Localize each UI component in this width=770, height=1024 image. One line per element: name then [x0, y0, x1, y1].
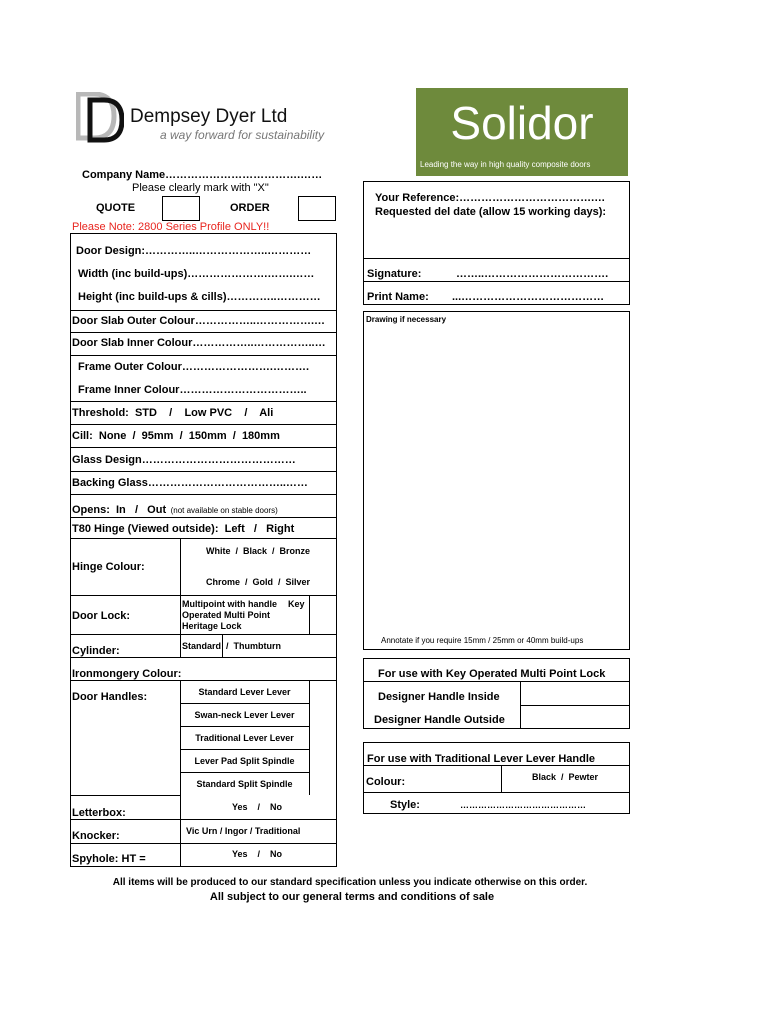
- dd-monogram-icon: [76, 92, 124, 144]
- hinge-colour-option-2[interactable]: Chrome / Gold / Silver: [206, 577, 311, 587]
- designer-handle-inside-input[interactable]: [521, 682, 629, 704]
- footer-terms-note: All subject to our general terms and conditions of sale: [209, 891, 495, 903]
- door-lock-option-1[interactable]: Multipoint with handle: [182, 599, 277, 609]
- drawing-area[interactable]: [363, 311, 630, 650]
- door-lock-option-1b[interactable]: Key: [288, 599, 305, 609]
- cill-field[interactable]: Cill: None / 95mm / 150mm / 180mm: [72, 430, 280, 442]
- solidor-brand-name: Solidor: [450, 97, 594, 149]
- backing-glass-field[interactable]: Backing Glass………………………………..……: [72, 477, 308, 489]
- solidor-brand-tagline: Leading the way in high quality composite doors: [420, 160, 591, 169]
- cylinder-option[interactable]: Standard / Thumbturn: [182, 641, 281, 651]
- style-field[interactable]: ……………………………………: [460, 800, 586, 810]
- door-handles-label: Door Handles:: [72, 691, 148, 703]
- frame-inner-colour-field[interactable]: Frame Inner Colour……………………………..: [78, 384, 307, 396]
- footer-specification-note: All items will be produced to our standard specification unless you indicate otherwise on this order.: [112, 877, 588, 888]
- colour-label: Colour:: [366, 776, 406, 788]
- dempsey-dyer-logo: [76, 92, 346, 148]
- handle-option-lever-pad[interactable]: Lever Pad Split Spindle: [194, 756, 295, 766]
- letterbox-label: Letterbox:: [72, 807, 126, 819]
- handle-option-split-spindle[interactable]: Standard Split Spindle: [196, 779, 293, 789]
- opens-note: (not available on stable doors): [170, 506, 278, 515]
- slab-outer-colour-field[interactable]: Door Slab Outer Colour……………..…………….…: [72, 315, 326, 327]
- opens-label: Opens: In / Out: [72, 504, 167, 516]
- door-lock-option-3[interactable]: Heritage Lock: [182, 621, 242, 631]
- threshold-field[interactable]: Threshold: STD / Low PVC / Ali: [72, 407, 274, 419]
- company-name-field[interactable]: Company Name……………………………….……: [82, 169, 323, 181]
- spyhole-option[interactable]: Yes / No: [232, 849, 283, 859]
- traditional-lever-title: For use with Traditional Lever Lever Handle: [367, 753, 596, 765]
- frame-outer-colour-field[interactable]: Frame Outer Colour…………………….……….: [78, 361, 310, 373]
- order-checkbox[interactable]: [298, 196, 336, 221]
- drawing-label: Drawing if necessary: [366, 315, 447, 324]
- company-logo-name: Dempsey Dyer Ltd: [130, 106, 288, 127]
- knocker-option[interactable]: Vic Urn / Ingor / Traditional: [186, 826, 301, 836]
- opens-field[interactable]: [72, 500, 278, 518]
- spyhole-label: Spyhole: HT =: [72, 853, 146, 865]
- print-name-label: Print Name:: [367, 291, 429, 303]
- designer-handle-outside-input[interactable]: [521, 706, 629, 728]
- ironmongery-colour-field[interactable]: Ironmongery Colour:: [72, 668, 182, 680]
- handle-option-traditional[interactable]: Traditional Lever Lever: [195, 733, 294, 743]
- colour-option[interactable]: Black / Pewter: [532, 772, 599, 782]
- knocker-label: Knocker:: [72, 830, 120, 842]
- company-logo-tagline: a way forward for sustainability: [160, 128, 325, 142]
- signature-field[interactable]: ……..…………………………….: [456, 268, 609, 280]
- mark-instruction: Please clearly mark with "X": [132, 182, 269, 194]
- quote-checkbox[interactable]: [162, 196, 200, 221]
- key-operated-title: For use with Key Operated Multi Point Lock: [378, 668, 606, 680]
- quote-label: QUOTE: [96, 202, 136, 214]
- door-lock-label: Door Lock:: [72, 610, 131, 622]
- height-field[interactable]: Height (inc build-ups & cills)…………..…………: [78, 291, 321, 303]
- style-label: Style:: [390, 799, 420, 811]
- glass-design-field[interactable]: Glass Design……………………………………: [72, 454, 296, 466]
- profile-note: Please Note: 2800 Series Profile ONLY!!: [72, 221, 270, 233]
- slab-inner-colour-field[interactable]: Door Slab Inner Colour……………..……………..…: [72, 337, 326, 349]
- handle-option-swan-neck[interactable]: Swan-neck Lever Lever: [194, 710, 295, 720]
- designer-handle-inside-label: Designer Handle Inside: [378, 691, 500, 703]
- designer-handle-outside-label: Designer Handle Outside: [374, 714, 505, 726]
- width-field[interactable]: Width (inc build-ups)………………….…….……: [78, 268, 315, 280]
- signature-label: Signature:: [367, 268, 422, 280]
- solidor-logo: [416, 88, 628, 176]
- letterbox-option[interactable]: Yes / No: [232, 802, 283, 812]
- order-label: ORDER: [230, 202, 270, 214]
- handle-option-standard[interactable]: Standard Lever Lever: [198, 687, 291, 697]
- hinge-colour-option-1[interactable]: White / Black / Bronze: [206, 546, 311, 556]
- hinge-colour-label: Hinge Colour:: [72, 561, 145, 573]
- annotate-note: Annotate if you require 15mm / 25mm or 40mm build-ups: [381, 636, 584, 645]
- print-name-field[interactable]: ...…………………………………: [452, 291, 605, 303]
- door-design-field[interactable]: Door Design:…………..………………..…………: [76, 245, 312, 257]
- hinge-field[interactable]: T80 Hinge (Viewed outside): Left / Right: [72, 523, 295, 535]
- cylinder-label: Cylinder:: [72, 645, 120, 657]
- your-reference-field[interactable]: Your Reference:……………………………….…: [375, 192, 606, 204]
- door-lock-option-2[interactable]: Operated Multi Point: [182, 610, 271, 620]
- requested-del-date-field[interactable]: Requested del date (allow 15 working days):: [375, 206, 607, 218]
